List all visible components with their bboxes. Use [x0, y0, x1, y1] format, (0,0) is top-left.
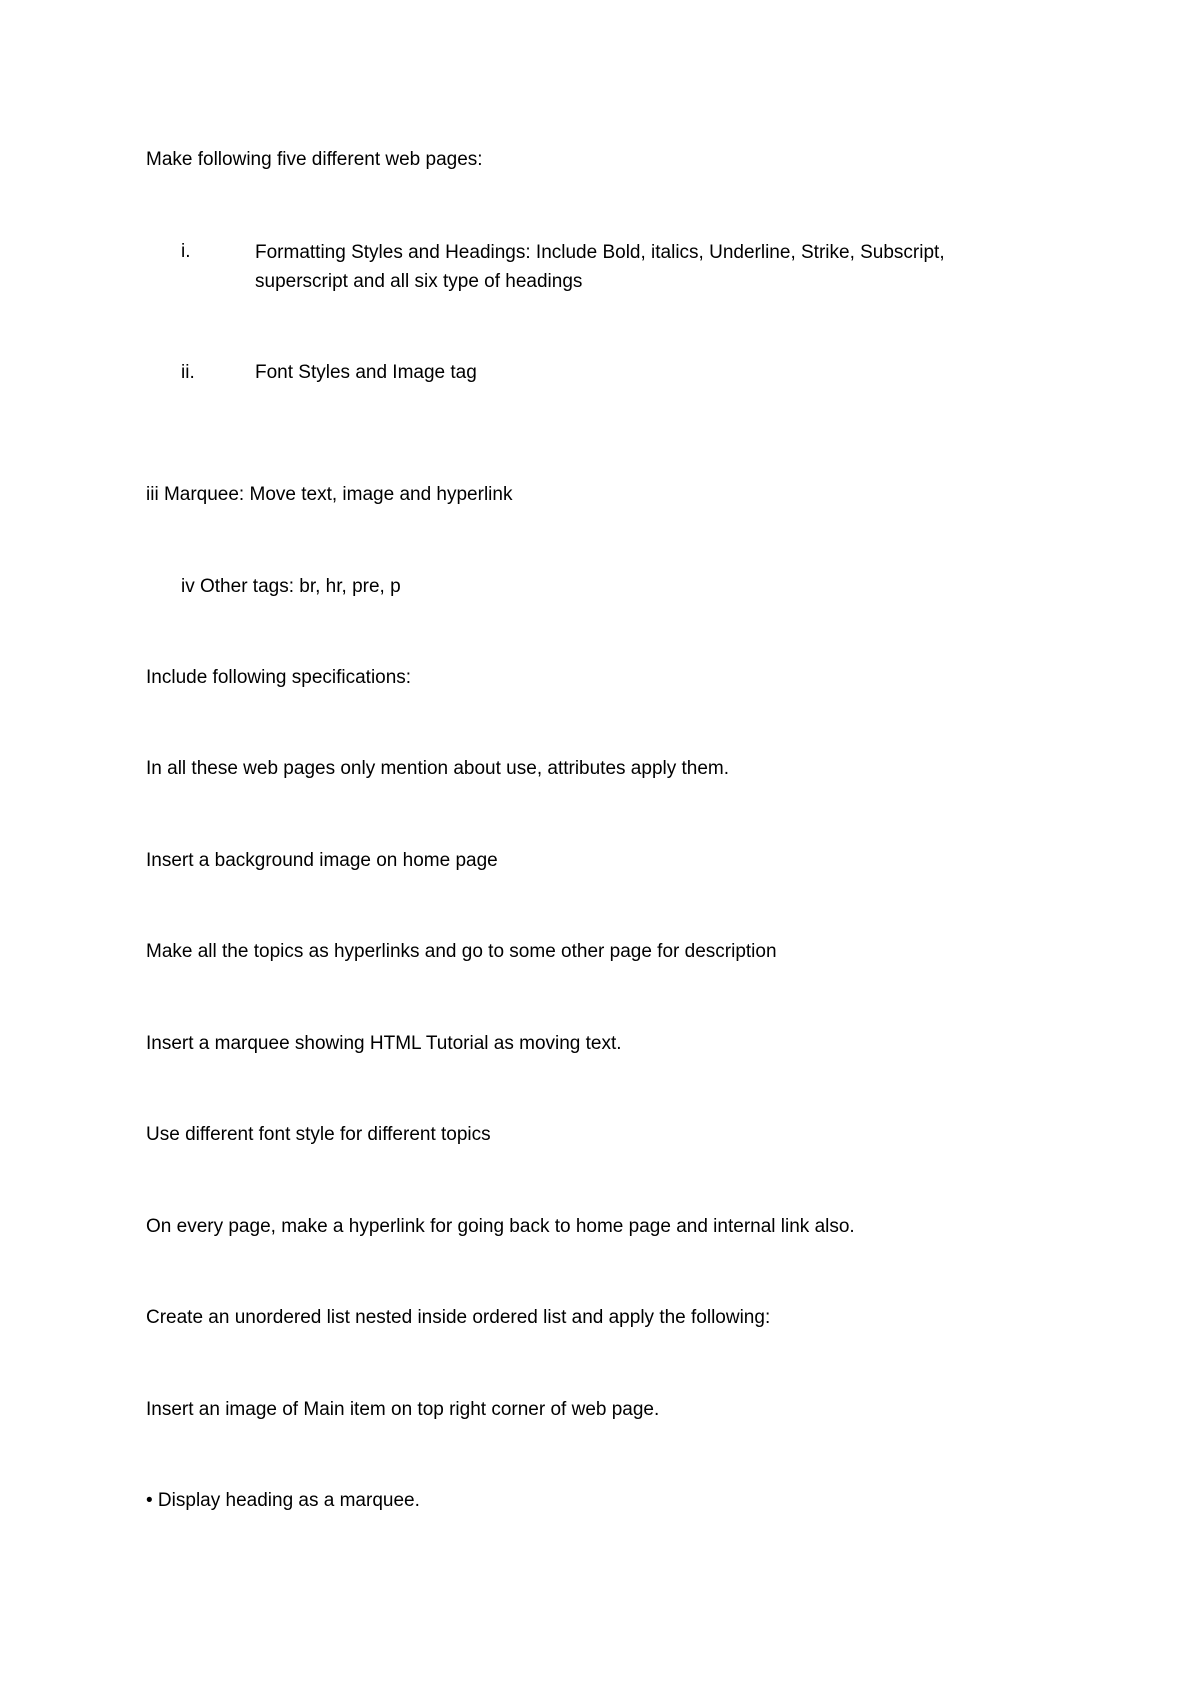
list-marker-i: i.	[181, 241, 191, 262]
list-marker-ii: ii.	[181, 362, 195, 383]
intro-text: Make following five different web pages:	[146, 149, 483, 170]
spec-item: Use different font style for different topics	[146, 1124, 491, 1145]
spec-item: Insert a background image on home page	[146, 850, 498, 871]
list-item-marquee: iii Marquee: Move text, image and hyperlink	[146, 484, 513, 505]
spec-item: Insert an image of Main item on top right corner of web page.	[146, 1399, 660, 1420]
spec-item: On every page, make a hyperlink for going back to home page and internal link also.	[146, 1216, 855, 1237]
spec-item: Insert a marquee showing HTML Tutorial as moving text.	[146, 1033, 622, 1054]
spec-item: Create an unordered list nested inside ordered list and apply the following:	[146, 1307, 771, 1328]
spec-item: In all these web pages only mention about use, attributes apply them.	[146, 758, 730, 779]
specs-heading: Include following specifications:	[146, 667, 412, 688]
spec-item: Make all the topics as hyperlinks and go to some other page for description	[146, 941, 777, 962]
list-item-other-tags: iv Other tags: br, hr, pre, p	[181, 576, 401, 597]
list-item-font-styles: Font Styles and Image tag	[255, 362, 477, 383]
list-item-formatting-styles: Formatting Styles and Headings: Include Bold, italics, Underline, Strike, Subscript, superscript and all six type of headings	[255, 242, 945, 292]
spec-bullet-item: • Display heading as a marquee.	[146, 1490, 420, 1511]
